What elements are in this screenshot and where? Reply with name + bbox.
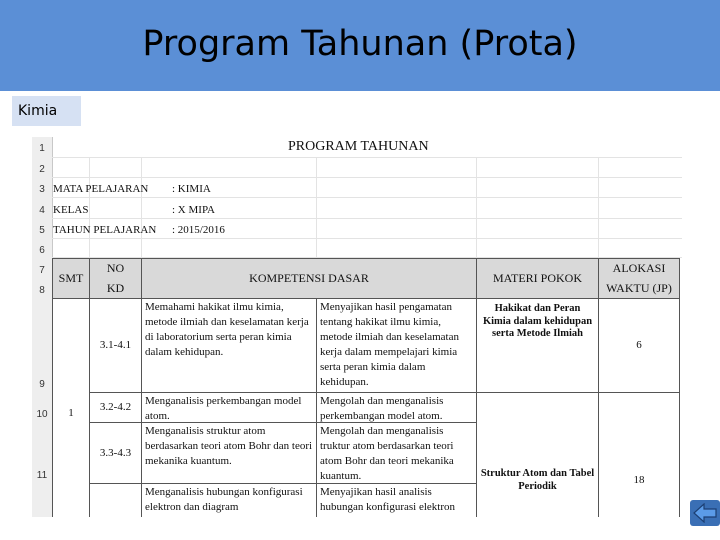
- info-label: KELAS: [53, 204, 89, 216]
- cell-kd: 3.1-4.1: [89, 298, 142, 393]
- header-no-kd: [89, 258, 142, 299]
- row-number: 7: [39, 265, 45, 276]
- row-number: 10: [36, 409, 48, 420]
- row-number-column: [32, 137, 53, 517]
- row-number: 4: [39, 205, 45, 216]
- row-number: 3: [39, 184, 45, 195]
- row-number: 8: [39, 285, 45, 296]
- cell-jp: 6: [598, 298, 680, 393]
- header-materi: MATERI POKOK: [476, 258, 599, 299]
- cell-kd3: Menganalisis struktur atom berdasarkan teori atom Bohr dan teori mekanika kuantum.: [141, 422, 317, 484]
- cell-kd3: Menganalisis hubungan konfigurasi elektron dan diagram: [141, 483, 317, 517]
- header-smt: SMT: [52, 258, 90, 299]
- cell-kd: [89, 483, 142, 517]
- info-value: : X MIPA: [172, 204, 215, 216]
- cell-kd4: Menyajikan hasil analisis hubungan konfigurasi elektron: [316, 483, 477, 517]
- row-number: 11: [36, 470, 48, 481]
- cell-kd: 3.2-4.2: [89, 392, 142, 423]
- info-label: MATA PELAJARAN: [53, 183, 149, 195]
- cell-kd4: Mengolah dan menganalisis perkembangan model atom.: [316, 392, 477, 423]
- cell-kd3: Menganalisis perkembangan model atom.: [141, 392, 317, 423]
- cell-kd4: Mengolah dan menganalisis truktur atom berdasarkan teori atom Bohr dan teori mekanika kuantum.: [316, 422, 477, 484]
- row-number: 6: [39, 245, 45, 256]
- cell-materi: Hakikat dan Peran Kimia dalam kehidupan serta Metode Ilmiah: [476, 298, 599, 393]
- cell-smt: 1: [52, 298, 90, 517]
- info-value: : 2015/2016: [172, 224, 225, 236]
- cell-kd: 3.3-4.3: [89, 422, 142, 484]
- row-number: 1: [39, 143, 45, 154]
- cell-materi: Struktur Atom dan Tabel Periodik: [476, 392, 599, 517]
- info-value: : KIMIA: [172, 183, 211, 195]
- back-arrow-icon: [693, 503, 717, 523]
- slide-title: Program Tahunan (Prota): [142, 24, 578, 64]
- cell-kd3: Memahami hakikat ilmu kimia, metode ilmiah dan keselamatan kerja di laboratorium serta peran kimia dalam kehidupan.: [141, 298, 317, 393]
- header-alokasi-line2: WAKTU (JP): [606, 280, 672, 295]
- header-kompetensi: KOMPETENSI DASAR: [141, 258, 477, 299]
- row-number: 5: [39, 225, 45, 236]
- header-alokasi: [598, 258, 680, 299]
- sheet-title: PROGRAM TAHUNAN: [288, 139, 429, 154]
- info-label: TAHUN PELAJARAN: [53, 224, 157, 236]
- header-kd: KD: [106, 280, 125, 295]
- header-alokasi-line1: ALOKASI: [612, 261, 666, 276]
- back-button[interactable]: [690, 500, 720, 526]
- spreadsheet-image: [32, 137, 682, 517]
- subject-tag: Kimia: [12, 96, 81, 126]
- cell-jp: 18: [598, 392, 680, 517]
- row-number: 9: [39, 379, 45, 390]
- cell-kd4: Menyajikan hasil pengamatan tentang hakikat ilmu kimia, metode ilmiah dan keselamatan kerja dalam mempelajari kimia serta peran kimia dalam kehidupan.: [316, 298, 477, 393]
- row-number: 2: [39, 164, 45, 175]
- header-no: NO: [106, 261, 125, 276]
